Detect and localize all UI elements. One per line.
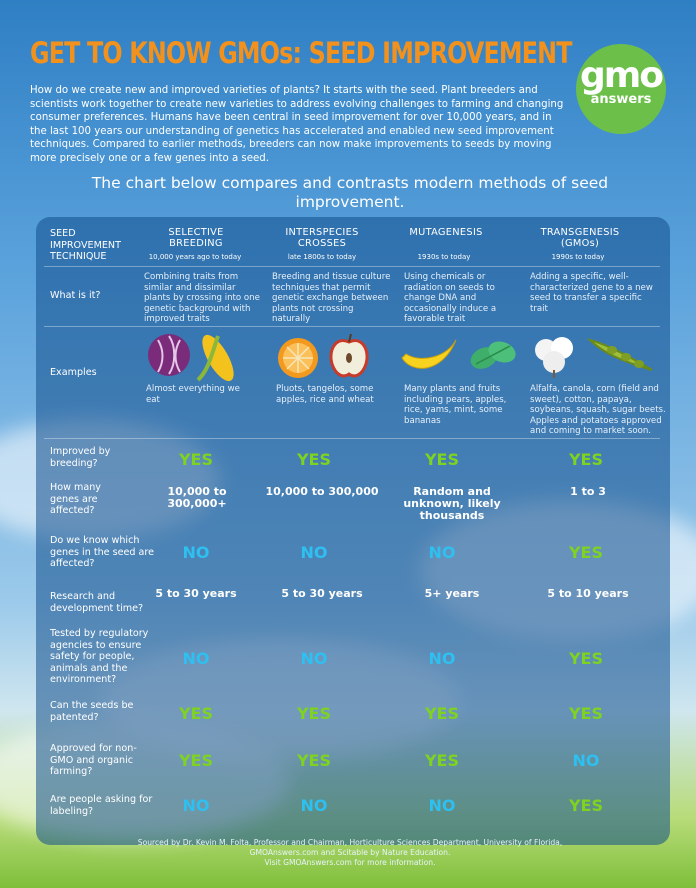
- cell-value: YES: [178, 450, 214, 469]
- cell-value: NO: [572, 751, 600, 770]
- column-header-interspecies-crosses: INTERSPECIES CROSSES: [285, 227, 359, 249]
- row-divider: [44, 438, 660, 439]
- cell-value: 5 to 30 years: [281, 587, 363, 600]
- row-label-labeling: Are people asking for labeling?: [50, 794, 153, 817]
- cell-value: NO: [300, 796, 328, 815]
- row-divider: [44, 326, 660, 327]
- row-label-known-genes: Do we know which genes in the seed are affected?: [50, 535, 155, 569]
- gmo-answers-logo: [576, 44, 666, 134]
- cell-value: 5+ years: [424, 587, 480, 600]
- cell-value: NO: [182, 796, 210, 815]
- apple-icon: [326, 332, 372, 380]
- title-part1: GET TO KNOW GMOs:: [30, 36, 302, 70]
- examples-mutagenesis: Many plants and fruits including pears, apples, rice, yams, mint, some bananas: [404, 384, 507, 426]
- banana-icon: [398, 334, 460, 378]
- cell-value: 10,000 to 300,000: [265, 485, 379, 498]
- table-corner-label: SEED IMPROVEMENT TECHNIQUE: [50, 228, 121, 262]
- source-line-1: Sourced by Dr. Kevin M. Folta, Professor and Chairman, Horticulture Sciences Department, University of Florida,: [137, 838, 563, 847]
- intro-paragraph: How do we create new and improved varieties of plants? It starts with the seed. Plant breeders and scientists work together to create new varieties to address evolving challenges to farming and changing consumer preferences. Humans have been central in seed improvement for over 10,000 years, and in the last 100 years our understanding of genetics has accelerated and enabled new seed improvement techniques. Compared to earlier methods, breeders can now make improvements to seeds by moving more precisely one or a few genes into a seed.: [30, 85, 564, 164]
- column-era-selective-breeding: 10,000 years ago to today: [148, 253, 242, 261]
- column-header-selective-breeding: SELECTIVE BREEDING: [168, 227, 224, 249]
- row-divider: [44, 266, 660, 267]
- cell-value: YES: [296, 450, 332, 469]
- cotton-icon: [528, 330, 582, 378]
- examples-transgenesis: Alfalfa, canola, corn (field and sweet), cotton, papaya, soybeans, squash, sugar beets. Apples and potatoes approved and coming to market soon.: [530, 384, 666, 436]
- cell-value: YES: [424, 450, 460, 469]
- examples-interspecies-crosses: Pluots, tangelos, some apples, rice and wheat: [276, 384, 374, 405]
- column-era-interspecies-crosses: late 1800s to today: [287, 253, 357, 261]
- cell-value: YES: [424, 704, 460, 723]
- row-label-improved-by-breeding: Improved by breeding?: [50, 446, 111, 469]
- cell-value: NO: [428, 649, 456, 668]
- red-cabbage-icon: [146, 332, 192, 378]
- cell-value: YES: [296, 704, 332, 723]
- what-transgenesis: Adding a specific, well-characterized gene to a new seed to transfer a specific trait: [530, 272, 653, 314]
- column-header-mutagenesis: MUTAGENESIS: [409, 227, 483, 238]
- page-title: [30, 36, 572, 70]
- title-part2: SEED IMPROVEMENT: [308, 36, 572, 70]
- cell-value: 1 to 3: [570, 485, 606, 498]
- logo-sub: answers: [590, 92, 652, 107]
- mint-leaves-icon: [466, 332, 520, 378]
- what-interspecies-crosses: Breeding and tissue culture techniques that permit genetic exchange between plants not crossing naturally: [272, 272, 391, 324]
- cell-value: NO: [182, 543, 210, 562]
- source-line-3: Visit GMOAnswers.com for more information.: [264, 858, 436, 867]
- row-label-how-many-genes: How many genes are affected?: [50, 482, 101, 516]
- row-label-organic-approved: Approved for non-GMO and organic farming?: [50, 743, 137, 777]
- cell-value: YES: [178, 704, 214, 723]
- cell-value: 10,000 to 300,000+: [167, 485, 227, 510]
- examples-selective-breeding: Almost everything we eat: [146, 384, 240, 405]
- row-label-regulatory-testing: Tested by regulatory agencies to ensure safety for people, animals and the environment?: [50, 628, 149, 685]
- chart-subheading: The chart below compares and contrasts modern methods of seed improvement.: [91, 174, 609, 211]
- soybean-pod-icon: [586, 334, 656, 374]
- cell-value: NO: [428, 543, 456, 562]
- row-label-rnd-time: Research and development time?: [50, 591, 144, 614]
- orange-icon: [276, 336, 320, 380]
- corn-icon: [188, 330, 246, 388]
- column-era-transgenesis: 1990s to today: [551, 253, 605, 261]
- row-label-examples: Examples: [50, 367, 97, 378]
- what-mutagenesis: Using chemicals or radiation on seeds to change DNA and occasionally induce a favorable trait: [404, 272, 497, 324]
- cell-value: 5 to 30 years: [155, 587, 237, 600]
- cell-value: YES: [568, 796, 604, 815]
- cell-value: NO: [300, 543, 328, 562]
- column-era-mutagenesis: 1930s to today: [417, 253, 471, 261]
- cell-value: NO: [300, 649, 328, 668]
- cell-value: YES: [568, 704, 604, 723]
- cell-value: YES: [568, 649, 604, 668]
- source-line-2: GMOAnswers.com and Scitable by Nature Education.: [249, 848, 451, 857]
- row-label-patented: Can the seeds be patented?: [50, 700, 134, 723]
- logo-main: gmo: [579, 55, 662, 96]
- source-credit: [80, 838, 620, 868]
- column-header-transgenesis: TRANSGENESIS (GMOs): [540, 227, 620, 249]
- cell-value: YES: [296, 751, 332, 770]
- cell-value: YES: [424, 751, 460, 770]
- cell-value: YES: [568, 450, 604, 469]
- row-label-what-is-it: What is it?: [50, 290, 101, 301]
- cell-value: 5 to 10 years: [547, 587, 629, 600]
- what-selective-breeding: Combining traits from similar and dissimilar plants by crossing into one genetic background with improved traits: [144, 272, 260, 324]
- cell-value: YES: [178, 751, 214, 770]
- cell-value: YES: [568, 543, 604, 562]
- cell-value: NO: [182, 649, 210, 668]
- cell-value: Random and unknown, likely thousands: [403, 485, 501, 522]
- cell-value: NO: [428, 796, 456, 815]
